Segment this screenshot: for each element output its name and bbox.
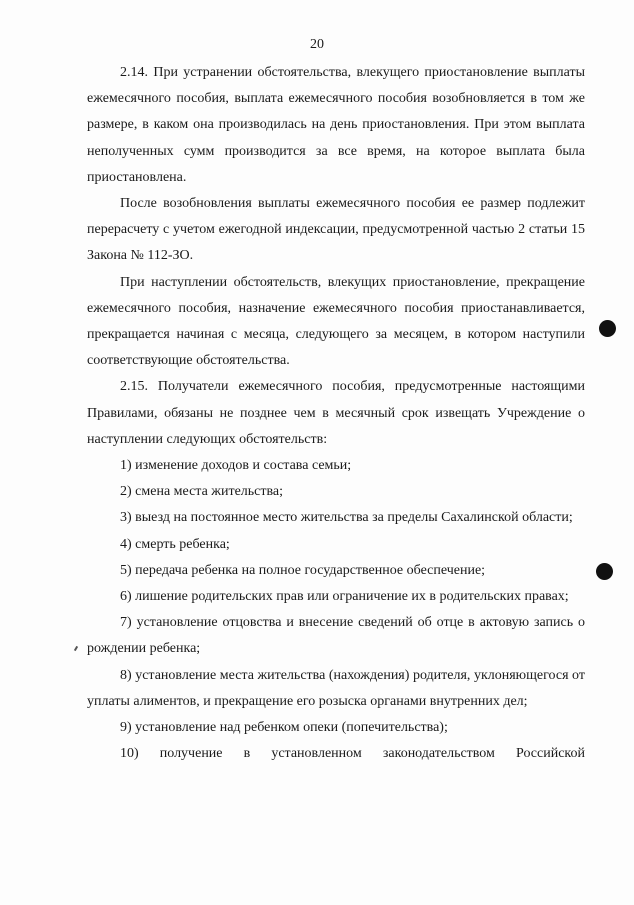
- list-item-8: 8) установление места жительства (нахождения) родителя, уклоняющегося от уплаты алиментов, и прекращение его розыска органами внутренних дел;: [87, 667, 585, 709]
- binder-hole-icon: [596, 563, 613, 580]
- list-item-9: 9) установление над ребенком опеки (попечительства);: [120, 720, 448, 736]
- list-item-6: 6) лишение родительских прав или ограничение их в родительских правах;: [120, 589, 569, 605]
- scan-speck: [74, 646, 78, 651]
- paragraph-recalculation: После возобновления выплаты ежемесячного пособия ее размер подлежит перерасчету с учетом ежегодной индексации, предусмотренной частью 2 статьи 15 Закона № 112-ЗО.: [87, 196, 585, 264]
- list-item-10: 10) получение в установленном законодательством Российской: [120, 746, 585, 762]
- paragraph-suspension: При наступлении обстоятельств, влекущих приостановление, прекращение ежемесячного пособия, назначение ежемесячного пособия приостанавливается, прекращается начиная с месяца, следующего за месяцем, в котором наступили соответствующие обстоятельства.: [87, 274, 585, 369]
- paragraph-2-15: 2.15. Получатели ежемесячного пособия, предусмотренные настоящими Правилами, обязаны не позднее чем в месячный срок извещать Учреждение о наступлении следующих обстоятельств:: [87, 379, 585, 447]
- list-item-3: 3) выезд на постоянное место жительства за пределы Сахалинской области;: [120, 510, 573, 526]
- page-number: 20: [310, 37, 324, 52]
- list-item-2: 2) смена места жительства;: [120, 484, 284, 500]
- list-item-5: 5) передача ребенка на полное государственное обеспечение;: [120, 562, 486, 578]
- binder-hole-icon: [599, 320, 616, 337]
- paragraph-2-14: 2.14. При устранении обстоятельства, влекущего приостановление выплаты ежемесячного пособия, выплата ежемесячного пособия возобновляется в том же размере, в каком она производилась на день приостановления. При этом выплата неполученных сумм производится за все время, на которое выплата была приостановлена.: [87, 65, 585, 185]
- list-item-4: 4) смерть ребенка;: [120, 536, 230, 552]
- document-body: [87, 60, 585, 767]
- list-item-1: 1) изменение доходов и состава семьи;: [120, 458, 352, 474]
- list-item-7: 7) установление отцовства и внесение сведений об отце в актовую запись о рождении ребенка;: [87, 615, 585, 657]
